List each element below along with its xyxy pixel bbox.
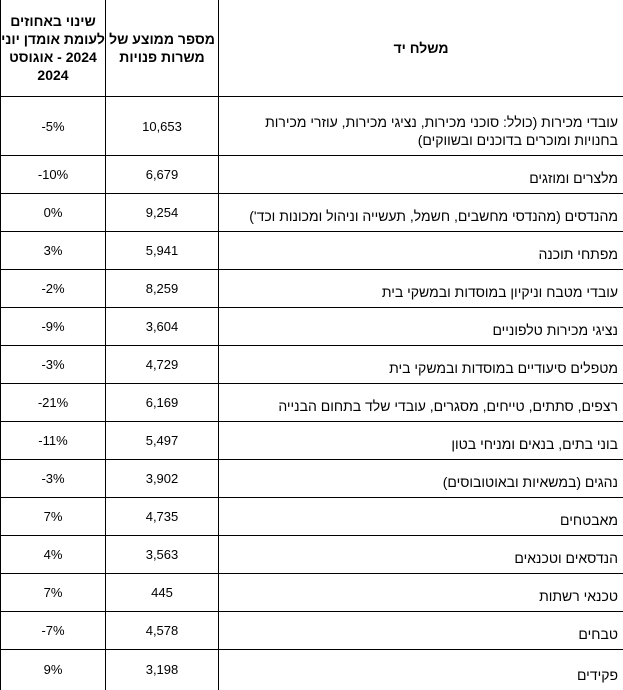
average-cell: 6,679	[106, 156, 219, 194]
profession-cell: פקידים	[219, 650, 623, 690]
change-cell: 9%	[1, 650, 106, 690]
average-cell: 4,578	[106, 612, 219, 650]
average-cell: 4,729	[106, 346, 219, 384]
change-cell: 7%	[1, 574, 106, 612]
average-cell: 5,497	[106, 422, 219, 460]
average-cell: 3,563	[106, 536, 219, 574]
table-row	[1, 270, 623, 308]
profession-cell: בוני בתים, בנאים ומניחי בטון	[219, 422, 623, 460]
change-cell: -3%	[1, 460, 106, 498]
profession-cell: עובדי מכירות (כולל: סוכני מכירות, נציגי מכירות, עוזרי מכירות בחנויות ומוכרים בדוכנים ובשווקים)	[219, 97, 623, 156]
profession-cell: נציגי מכירות טלפוניים	[219, 308, 623, 346]
table-row	[1, 574, 623, 612]
average-cell: 3,604	[106, 308, 219, 346]
table-row	[1, 194, 623, 232]
profession-cell: טבחים	[219, 612, 623, 650]
change-cell: -2%	[1, 270, 106, 308]
average-cell: 3,902	[106, 460, 219, 498]
profession-cell: מהנדסים (מהנדסי מחשבים, חשמל, תעשייה וניהול ומכונות וכד')	[219, 194, 623, 232]
table-row	[1, 650, 623, 690]
profession-cell: רצפים, סתתים, טייחים, מסגרים, עובדי שלד בתחום הבנייה	[219, 384, 623, 422]
profession-cell: מפתחי תוכנה	[219, 232, 623, 270]
change-cell: -5%	[1, 97, 106, 156]
change-cell: 0%	[1, 194, 106, 232]
average-cell: 3,198	[106, 650, 219, 690]
table-header-row	[1, 0, 623, 97]
average-cell: 6,169	[106, 384, 219, 422]
profession-cell: טכנאי רשתות	[219, 574, 623, 612]
average-cell: 8,259	[106, 270, 219, 308]
change-cell: -3%	[1, 346, 106, 384]
change-cell: -10%	[1, 156, 106, 194]
table-row	[1, 498, 623, 536]
change-cell: -11%	[1, 422, 106, 460]
table-row	[1, 232, 623, 270]
profession-cell: עובדי מטבח וניקיון במוסדות ובמשקי בית	[219, 270, 623, 308]
average-cell: 9,254	[106, 194, 219, 232]
change-cell: 7%	[1, 498, 106, 536]
profession-cell: נהגים (במשאיות ובאוטובוסים)	[219, 460, 623, 498]
table-row	[1, 346, 623, 384]
table-row	[1, 308, 623, 346]
change-cell: -7%	[1, 612, 106, 650]
profession-cell: מטפלים סיעודיים במוסדות ובמשקי בית	[219, 346, 623, 384]
average-cell: 10,653	[106, 97, 219, 156]
table-row	[1, 460, 623, 498]
header-average-vacancies: מספר ממוצע של משרות פנויות	[106, 0, 219, 97]
change-cell: 3%	[1, 232, 106, 270]
profession-cell: מאבטחים	[219, 498, 623, 536]
header-change-percent: שינוי באחוזים לעומת אומדן יוני 2024 - אוגוסט 2024	[1, 0, 106, 97]
profession-cell: הנדסאים וטכנאים	[219, 536, 623, 574]
profession-cell: מלצרים ומוזגים	[219, 156, 623, 194]
table-row	[1, 97, 623, 156]
average-cell: 5,941	[106, 232, 219, 270]
change-cell: -21%	[1, 384, 106, 422]
table-row	[1, 384, 623, 422]
table-row	[1, 156, 623, 194]
change-cell: 4%	[1, 536, 106, 574]
average-cell: 4,735	[106, 498, 219, 536]
change-cell: -9%	[1, 308, 106, 346]
table-row	[1, 536, 623, 574]
table-row	[1, 612, 623, 650]
header-profession: משלח יד	[219, 0, 623, 97]
average-cell: 445	[106, 574, 219, 612]
table-row	[1, 422, 623, 460]
